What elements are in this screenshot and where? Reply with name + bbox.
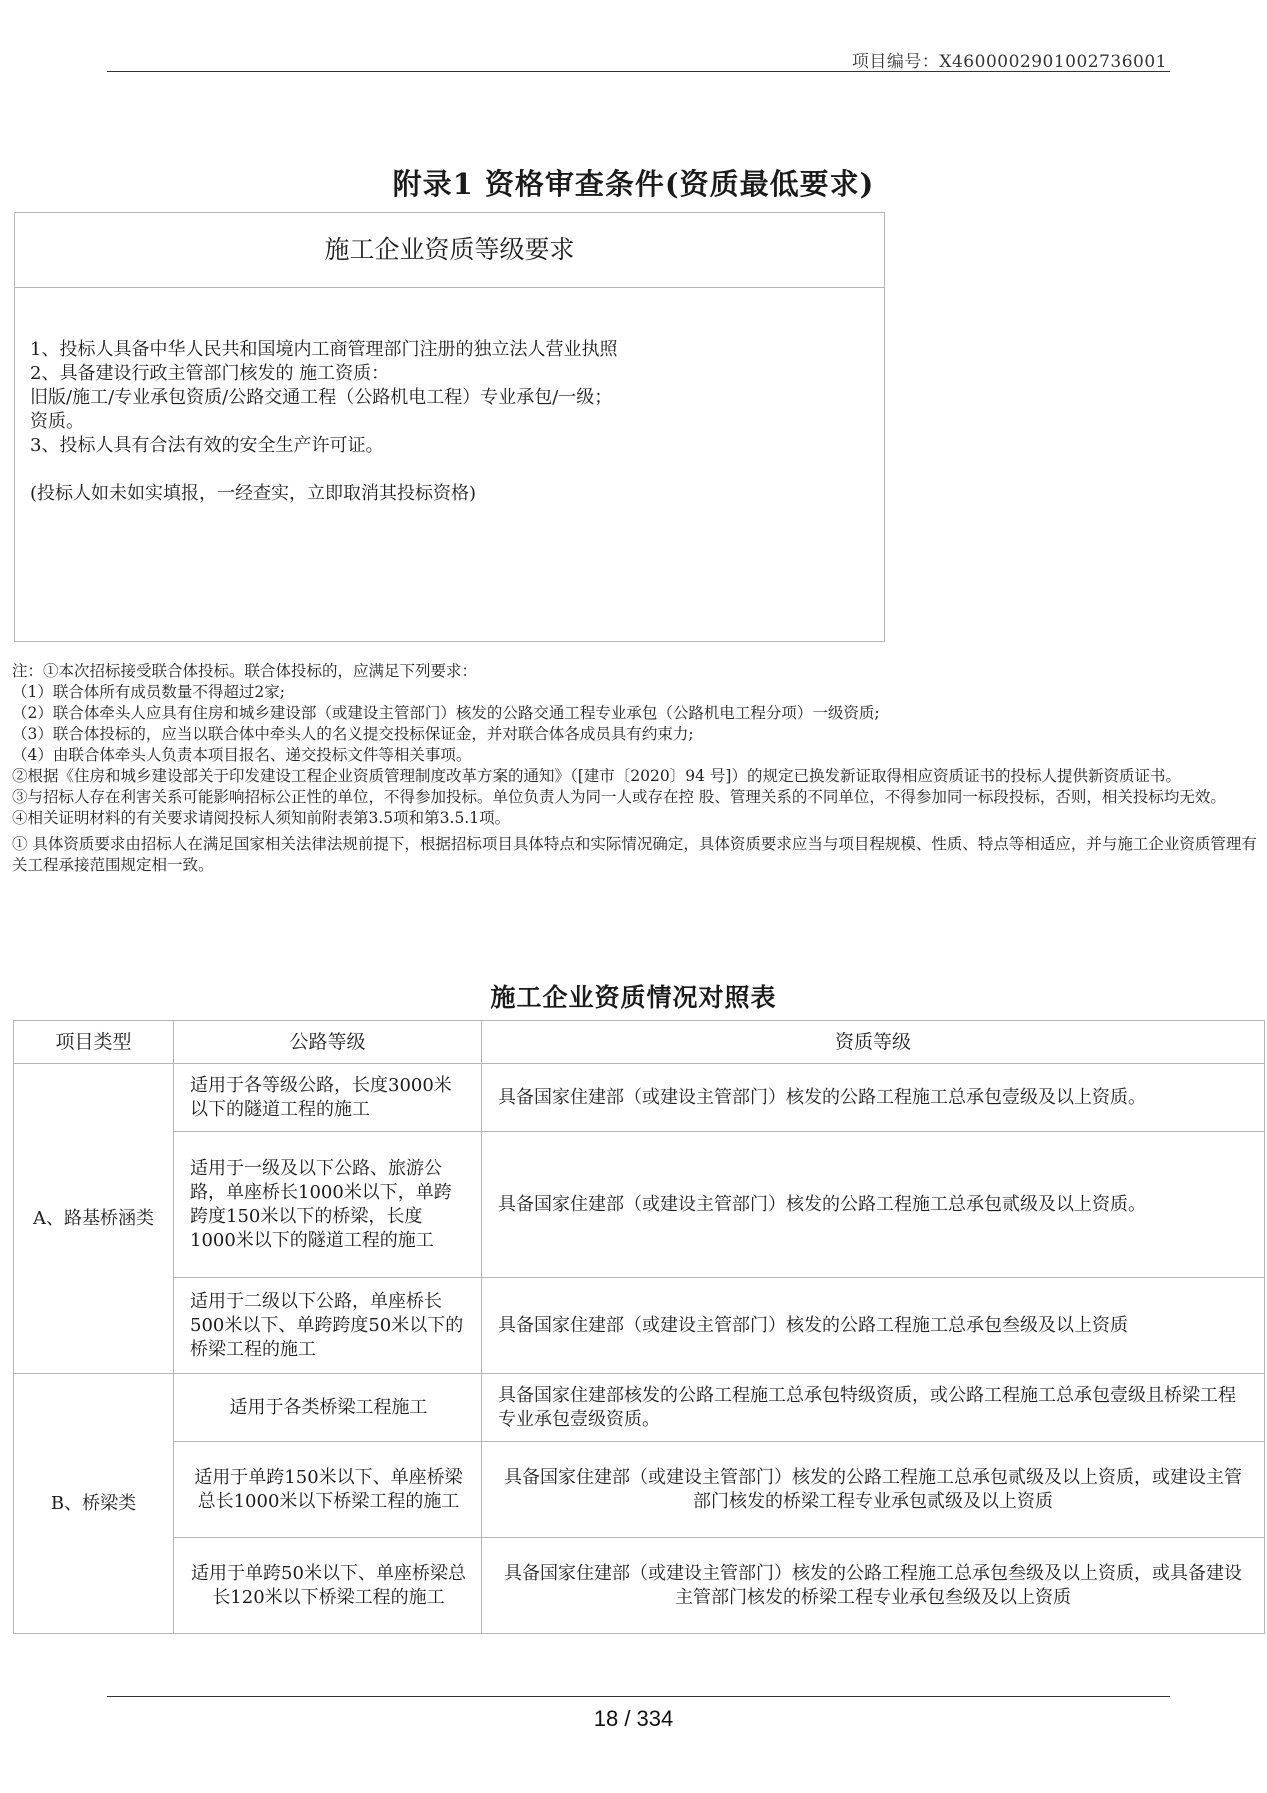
appendix-title: 附录1 资格审查条件(资质最低要求) <box>392 167 875 201</box>
note-line: ②根据《住房和城乡建设部关于印发建设工程企业资质管理制度改革方案的通知》（[建市〔2020〕94 号]）的规定已换发新证取得相应资质证书的投标人提供新资质证书。 <box>12 767 1181 785</box>
requirement-warning: (投标人如未如实填报，一经查实，立即取消其投标资格) <box>30 483 477 504</box>
requirement-line: 资质。 <box>30 411 84 432</box>
table-row <box>14 1132 1265 1278</box>
table-title: 施工企业资质情况对照表 <box>490 983 777 1012</box>
qualification-cell: 具备国家住建部（或建设主管部门）核发的公路工程施工总承包叁级及以上资质 <box>482 1278 1265 1374</box>
note-line: （1）联合体所有成员数量不得超过2家; <box>12 683 285 701</box>
table-row <box>14 1442 1265 1538</box>
road-grade-cell: 适用于各类桥梁工程施工 <box>174 1374 482 1442</box>
road-grade-cell: 适用于单跨50米以下、单座桥梁总长120米以下桥梁工程的施工 <box>174 1538 482 1634</box>
notes-section <box>12 661 1257 876</box>
note-line: 注：①本次招标接受联合体投标。联合体投标的，应满足下列要求： <box>12 662 478 680</box>
requirements-text <box>30 338 870 506</box>
header-rule <box>107 71 1170 72</box>
note-line: （4）由联合体牵头人负责本项目报名、递交投标文件等相关事项。 <box>12 746 472 764</box>
requirement-line: 旧版/施工/专业承包资质/公路交通工程（公路机电工程）专业承包/一级； <box>30 387 613 408</box>
qualification-cell: 具备国家住建部（或建设主管部门）核发的公路工程施工总承包叁级及以上资质，或具备建设主管部门核发的桥梁工程专业承包叁级及以上资质 <box>482 1538 1265 1634</box>
qualification-cell: 具备国家住建部（或建设主管部门）核发的公路工程施工总承包贰级及以上资质。 <box>482 1132 1265 1278</box>
note-line: （3）联合体投标的，应当以联合体中牵头人的名义提交投标保证金，并对联合体各成员具有约束力; <box>12 725 694 743</box>
requirement-line: 2、具备建设行政主管部门核发的 施工资质： <box>30 363 390 384</box>
qualification-cell: 具备国家住建部（或建设主管部门）核发的公路工程施工总承包贰级及以上资质，或建设主管部门核发的桥梁工程专业承包贰级及以上资质 <box>482 1442 1265 1538</box>
note-line: ③与招标人存在利害关系可能影响招标公正性的单位，不得参加投标。单位负责人为同一人或存在控 股、管理关系的不同单位，不得参加同一标段投标，否则，相关投标均无效。 <box>12 788 1226 806</box>
requirement-line: 3、投标人具有合法有效的安全生产许可证。 <box>30 435 384 456</box>
header-project-type: 项目类型 <box>14 1021 174 1064</box>
table-row <box>14 1278 1265 1374</box>
project-type-cell: A、路基桥涵类 <box>14 1064 174 1374</box>
note-line: ④相关证明材料的有关要求请阅投标人须知前附表第3.5项和第3.5.1项。 <box>12 809 511 827</box>
header-qualification-grade: 资质等级 <box>482 1021 1265 1064</box>
road-grade-cell: 适用于二级以下公路，单座桥长500米以下、单跨跨度50米以下的桥梁工程的施工 <box>174 1278 482 1374</box>
road-grade-cell: 适用于一级及以下公路、旅游公路，单座桥长1000米以下，单跨跨度150米以下的桥梁，长度1000米以下的隧道工程的施工 <box>174 1132 482 1278</box>
requirements-heading: 施工企业资质等级要求 <box>15 213 884 288</box>
note-line: ① 具体资质要求由招标人在满足国家相关法律法规前提下，根据招标项目具体特点和实际情况确定，具体资质要求应当与项目程规模、性质、特点等相适应，并与施工企业资质管理有关工程承接范围规定相一致。 <box>12 835 1257 874</box>
table-header-row <box>14 1021 1265 1064</box>
header-road-grade: 公路等级 <box>174 1021 482 1064</box>
qualification-table <box>13 1020 1265 1634</box>
requirement-line: 1、投标人具备中华人民共和国境内工商管理部门注册的独立法人营业执照 <box>30 339 618 360</box>
note-line: （2）联合体牵头人应具有住房和城乡建设部（或建设主管部门）核发的公路交通工程专业承包（公路机电工程分项）一级资质; <box>12 704 880 722</box>
table-row <box>14 1064 1265 1132</box>
road-grade-cell: 适用于单跨150米以下、单座桥梁总长1000米以下桥梁工程的施工 <box>174 1442 482 1538</box>
project-number: 项目编号：X4600002901002736001 <box>851 52 1167 72</box>
page-number: 18 / 334 <box>593 1706 674 1731</box>
road-grade-cell: 适用于各等级公路，长度3000米以下的隧道工程的施工 <box>174 1064 482 1132</box>
qualification-cell: 具备国家住建部核发的公路工程施工总承包特级资质，或公路工程施工总承包壹级且桥梁工程专业承包壹级资质。 <box>482 1374 1265 1442</box>
qualification-cell: 具备国家住建部（或建设主管部门）核发的公路工程施工总承包壹级及以上资质。 <box>482 1064 1265 1132</box>
project-type-cell: B、桥梁类 <box>14 1374 174 1634</box>
footer-rule <box>107 1696 1170 1697</box>
table-row <box>14 1374 1265 1442</box>
table-row <box>14 1538 1265 1634</box>
